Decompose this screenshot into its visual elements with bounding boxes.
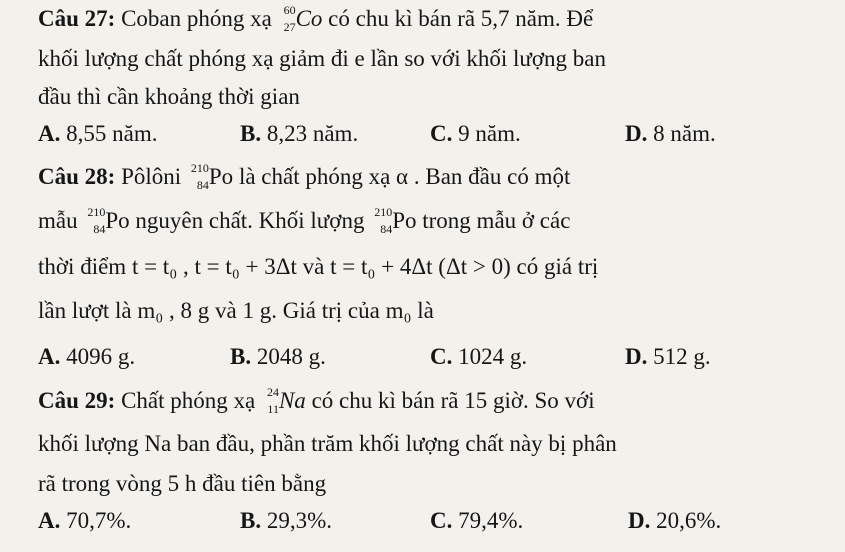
- q27-line-3: đầu thì cần khoảng thời gian: [38, 84, 300, 109]
- q27-option-d: D. 8 năm.: [625, 121, 716, 146]
- q27-iso-mass: 60: [283, 3, 296, 17]
- q29-line-1: [38, 386, 595, 416]
- q27-label: Câu 27:: [38, 6, 116, 31]
- q28-line-4: lần lượt là m₀ , 8 g và 1 g. Giá trị của m₀ là: [38, 298, 434, 323]
- q28-text-1b: là chất phóng xạ α . Ban đầu có một: [233, 164, 571, 189]
- q27-isotope: [278, 3, 296, 34]
- q28-option-c: C. 1024 g.: [430, 344, 528, 369]
- q27-option-b: B. 8,23 năm.: [240, 121, 359, 146]
- q29-option-a: A. 70,7%.: [38, 508, 132, 533]
- q27-line-2: khối lượng chất phóng xạ giảm đi e lần so với khối lượng ban: [38, 46, 606, 71]
- q29-isotope: [261, 385, 279, 416]
- q28-option-d: D. 512 g.: [625, 344, 711, 369]
- q29-option-b: B. 29,3%.: [240, 508, 333, 533]
- q28-isotope-3: 210 84: [374, 205, 393, 236]
- q28-option-a: A. 4096 g.: [38, 344, 136, 369]
- q29-option-c: C. 79,4%.: [430, 508, 524, 533]
- q28-line-1: Câu 28: Pôlôni 210 84 Po là chất phóng xạ α . Ban đầu có một: [38, 161, 571, 192]
- q28-line-3: thời điểm t = t₀ , t = t₀ + 3Δt và t = t₀ + 4Δt (Δt > 0) có giá trị: [38, 254, 599, 279]
- q28-option-b: B. 2048 g.: [230, 344, 326, 369]
- q29-label: Câu 29:: [38, 388, 116, 413]
- q28-line-2: mẫu 210 84 Po nguyên chất. Khối lượng 210 84 Po trong mẫu ở các: [38, 205, 571, 236]
- q29-option-d: D. 20,6%.: [628, 508, 722, 533]
- q27-option-c: C. 9 năm.: [430, 121, 521, 146]
- q28-isotope-1: 210 84: [190, 161, 209, 192]
- q28-math-1: t = t₀ , t = t₀ + 3Δt: [131, 254, 297, 279]
- q28-text-1a: Pôlôni: [115, 164, 187, 189]
- q27-text-1b: có chu kì bán rã 5,7 năm. Để: [322, 6, 594, 31]
- q28-math-2: t = t₀ + 4Δt (Δt > 0): [330, 254, 511, 279]
- q28-m0-a: m₀: [137, 298, 164, 323]
- q28-isotope-2: 210 84: [87, 205, 106, 236]
- q29-text-1a: Chất phóng xạ: [115, 388, 261, 413]
- q27-option-a: A. 8,55 năm.: [38, 121, 158, 146]
- q28-label: Câu 28:: [38, 164, 116, 189]
- q29-iso-z: 11: [267, 402, 279, 416]
- q29-iso-symbol: Na: [278, 388, 306, 413]
- q29-line-3: rã trong vòng 5 h đầu tiên bằng: [38, 471, 327, 496]
- q27-text-1a: Coban phóng xạ: [115, 6, 278, 31]
- q28-m0-b: m₀: [385, 298, 412, 323]
- q27-line-1: [38, 4, 593, 34]
- q27-iso-z: 27: [283, 20, 296, 34]
- q29-text-1b: có chu kì bán rã 15 giờ. So với: [305, 388, 595, 413]
- q29-line-2: khối lượng Na ban đầu, phần trăm khối lượng chất này bị phân: [38, 431, 617, 456]
- q29-iso-mass: 24: [266, 385, 279, 399]
- q27-iso-symbol: Co: [295, 6, 323, 31]
